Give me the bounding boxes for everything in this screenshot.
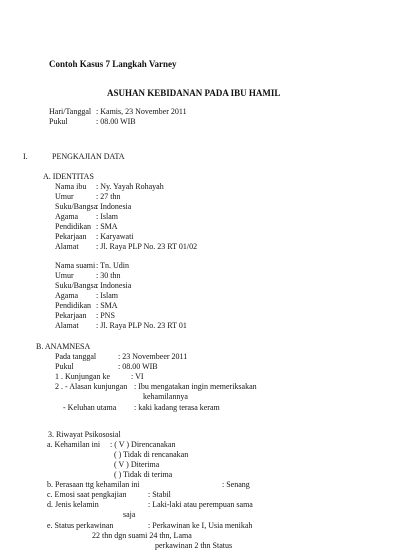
field-value: : 30 thn	[96, 271, 121, 280]
field-value: : Tn. Udin	[96, 261, 129, 270]
field-label: Pendidikan	[55, 301, 91, 310]
psikososial-title: 3. Riwayat Psikososial	[48, 430, 121, 439]
field-label: Alamat	[55, 242, 79, 251]
anamnesa-date-label: Pada tanggal	[55, 352, 97, 361]
field-label: Nama suami	[55, 261, 96, 270]
field-label: Agama	[55, 291, 79, 300]
meta-value-day: : Kamis, 23 November 2011	[96, 107, 187, 116]
keluhan-value: : kaki kadang terasa keram	[134, 403, 220, 412]
option-direncanakan: : ( V ) Direncanakan	[110, 440, 176, 449]
field-value: : Karyawati	[96, 232, 134, 241]
kehamilan-label: a. Kehamilan ini	[47, 440, 101, 449]
kunjungan-value: : VI	[131, 372, 144, 381]
field-label: Agama	[55, 212, 79, 221]
status-perkawinan-value-cont: 22 thn dgn suami 24 thn, Lama	[92, 531, 192, 540]
document-title: ASUHAN KEBIDANAN PADA IBU HAMIL	[107, 88, 281, 98]
option-diterima: ( V ) Diterima	[114, 460, 160, 469]
field-label: Nama ibu	[55, 182, 87, 191]
field-value: : Indonesia	[96, 281, 132, 290]
option-tidak-diterima: ( ) Tidak di terima	[114, 470, 173, 479]
field-value: : Jl. Raya PLP No. 23 RT 01	[96, 321, 187, 330]
field-value: : Ny. Yayah Rohayah	[96, 182, 164, 191]
jenis-kelamin-value-cont: saja	[123, 510, 136, 519]
option-tidak-direncanakan: ( ) Tidak di rencanakan	[114, 450, 189, 459]
field-value: : PNS	[96, 311, 115, 320]
field-value: : Jl. Raya PLP No. 23 RT 01/02	[96, 242, 198, 251]
field-value: : Islam	[96, 212, 118, 221]
emosi-value: : Stabil	[148, 490, 171, 499]
alasan-label: 2 . - Alasan kunjungan	[55, 382, 128, 391]
field-value: : SMA	[96, 222, 118, 231]
alasan-value-cont: kehamilannya	[143, 392, 188, 401]
status-perkawinan-label: e. Status perkawinan	[47, 521, 114, 530]
field-value: : Indonesia	[96, 202, 132, 211]
field-label: Suku/Bangsa	[55, 202, 98, 211]
perasaan-label: b. Perasaan ttg kehamilan ini	[47, 480, 140, 489]
field-label: Alamat	[55, 321, 79, 330]
anamnesa-time-value: : 08.00 WIB	[118, 362, 158, 371]
field-value: : SMA	[96, 301, 118, 310]
field-value: : Islam	[96, 291, 118, 300]
identitas-title: A. IDENTITAS	[43, 172, 94, 181]
kunjungan-label: 1 . Kunjungan ke	[55, 372, 111, 381]
field-label: Umur	[55, 271, 74, 280]
field-value: : 27 thn	[96, 192, 121, 201]
section-title: PENGKAJIAN DATA	[52, 152, 125, 161]
field-label: Pendidikan	[55, 222, 91, 231]
perasaan-value: : Senang	[222, 480, 250, 489]
keluhan-label: - Keluhan utama	[63, 403, 117, 412]
alasan-value: : Ibu mengatakan ingin memeriksakan	[134, 382, 257, 391]
field-label: Pekarjaan	[55, 311, 87, 320]
field-label: Umur	[55, 192, 74, 201]
anamnesa-time-label: Pukul	[55, 362, 74, 371]
field-label: Suku/Bangsa	[55, 281, 98, 290]
status-perkawinan-value-cont2: perkawinan 2 thn Status	[155, 541, 233, 550]
document-heading: Contoh Kasus 7 Langkah Varney	[49, 59, 177, 69]
field-label: Pekarjaan	[55, 232, 87, 241]
status-perkawinan-value: : Perkawinan ke I, Usia menikah	[148, 521, 253, 530]
section-number: I.	[23, 152, 28, 161]
meta-value-time: : 08.00 WIB	[96, 117, 136, 126]
meta-label-day: Hari/Tanggal	[49, 107, 92, 116]
emosi-label: c. Emosi saat pengkajian	[47, 490, 127, 499]
jenis-kelamin-value: : Laki-laki atau perempuan sama	[148, 500, 253, 509]
meta-label-time: Pukul	[49, 117, 68, 126]
anamnesa-date-value: : 23 Novembeer 2011	[118, 352, 188, 361]
anamnesa-title: B. ANAMNESA	[36, 342, 91, 351]
jenis-kelamin-label: d. Jenis kelamin	[47, 500, 99, 509]
